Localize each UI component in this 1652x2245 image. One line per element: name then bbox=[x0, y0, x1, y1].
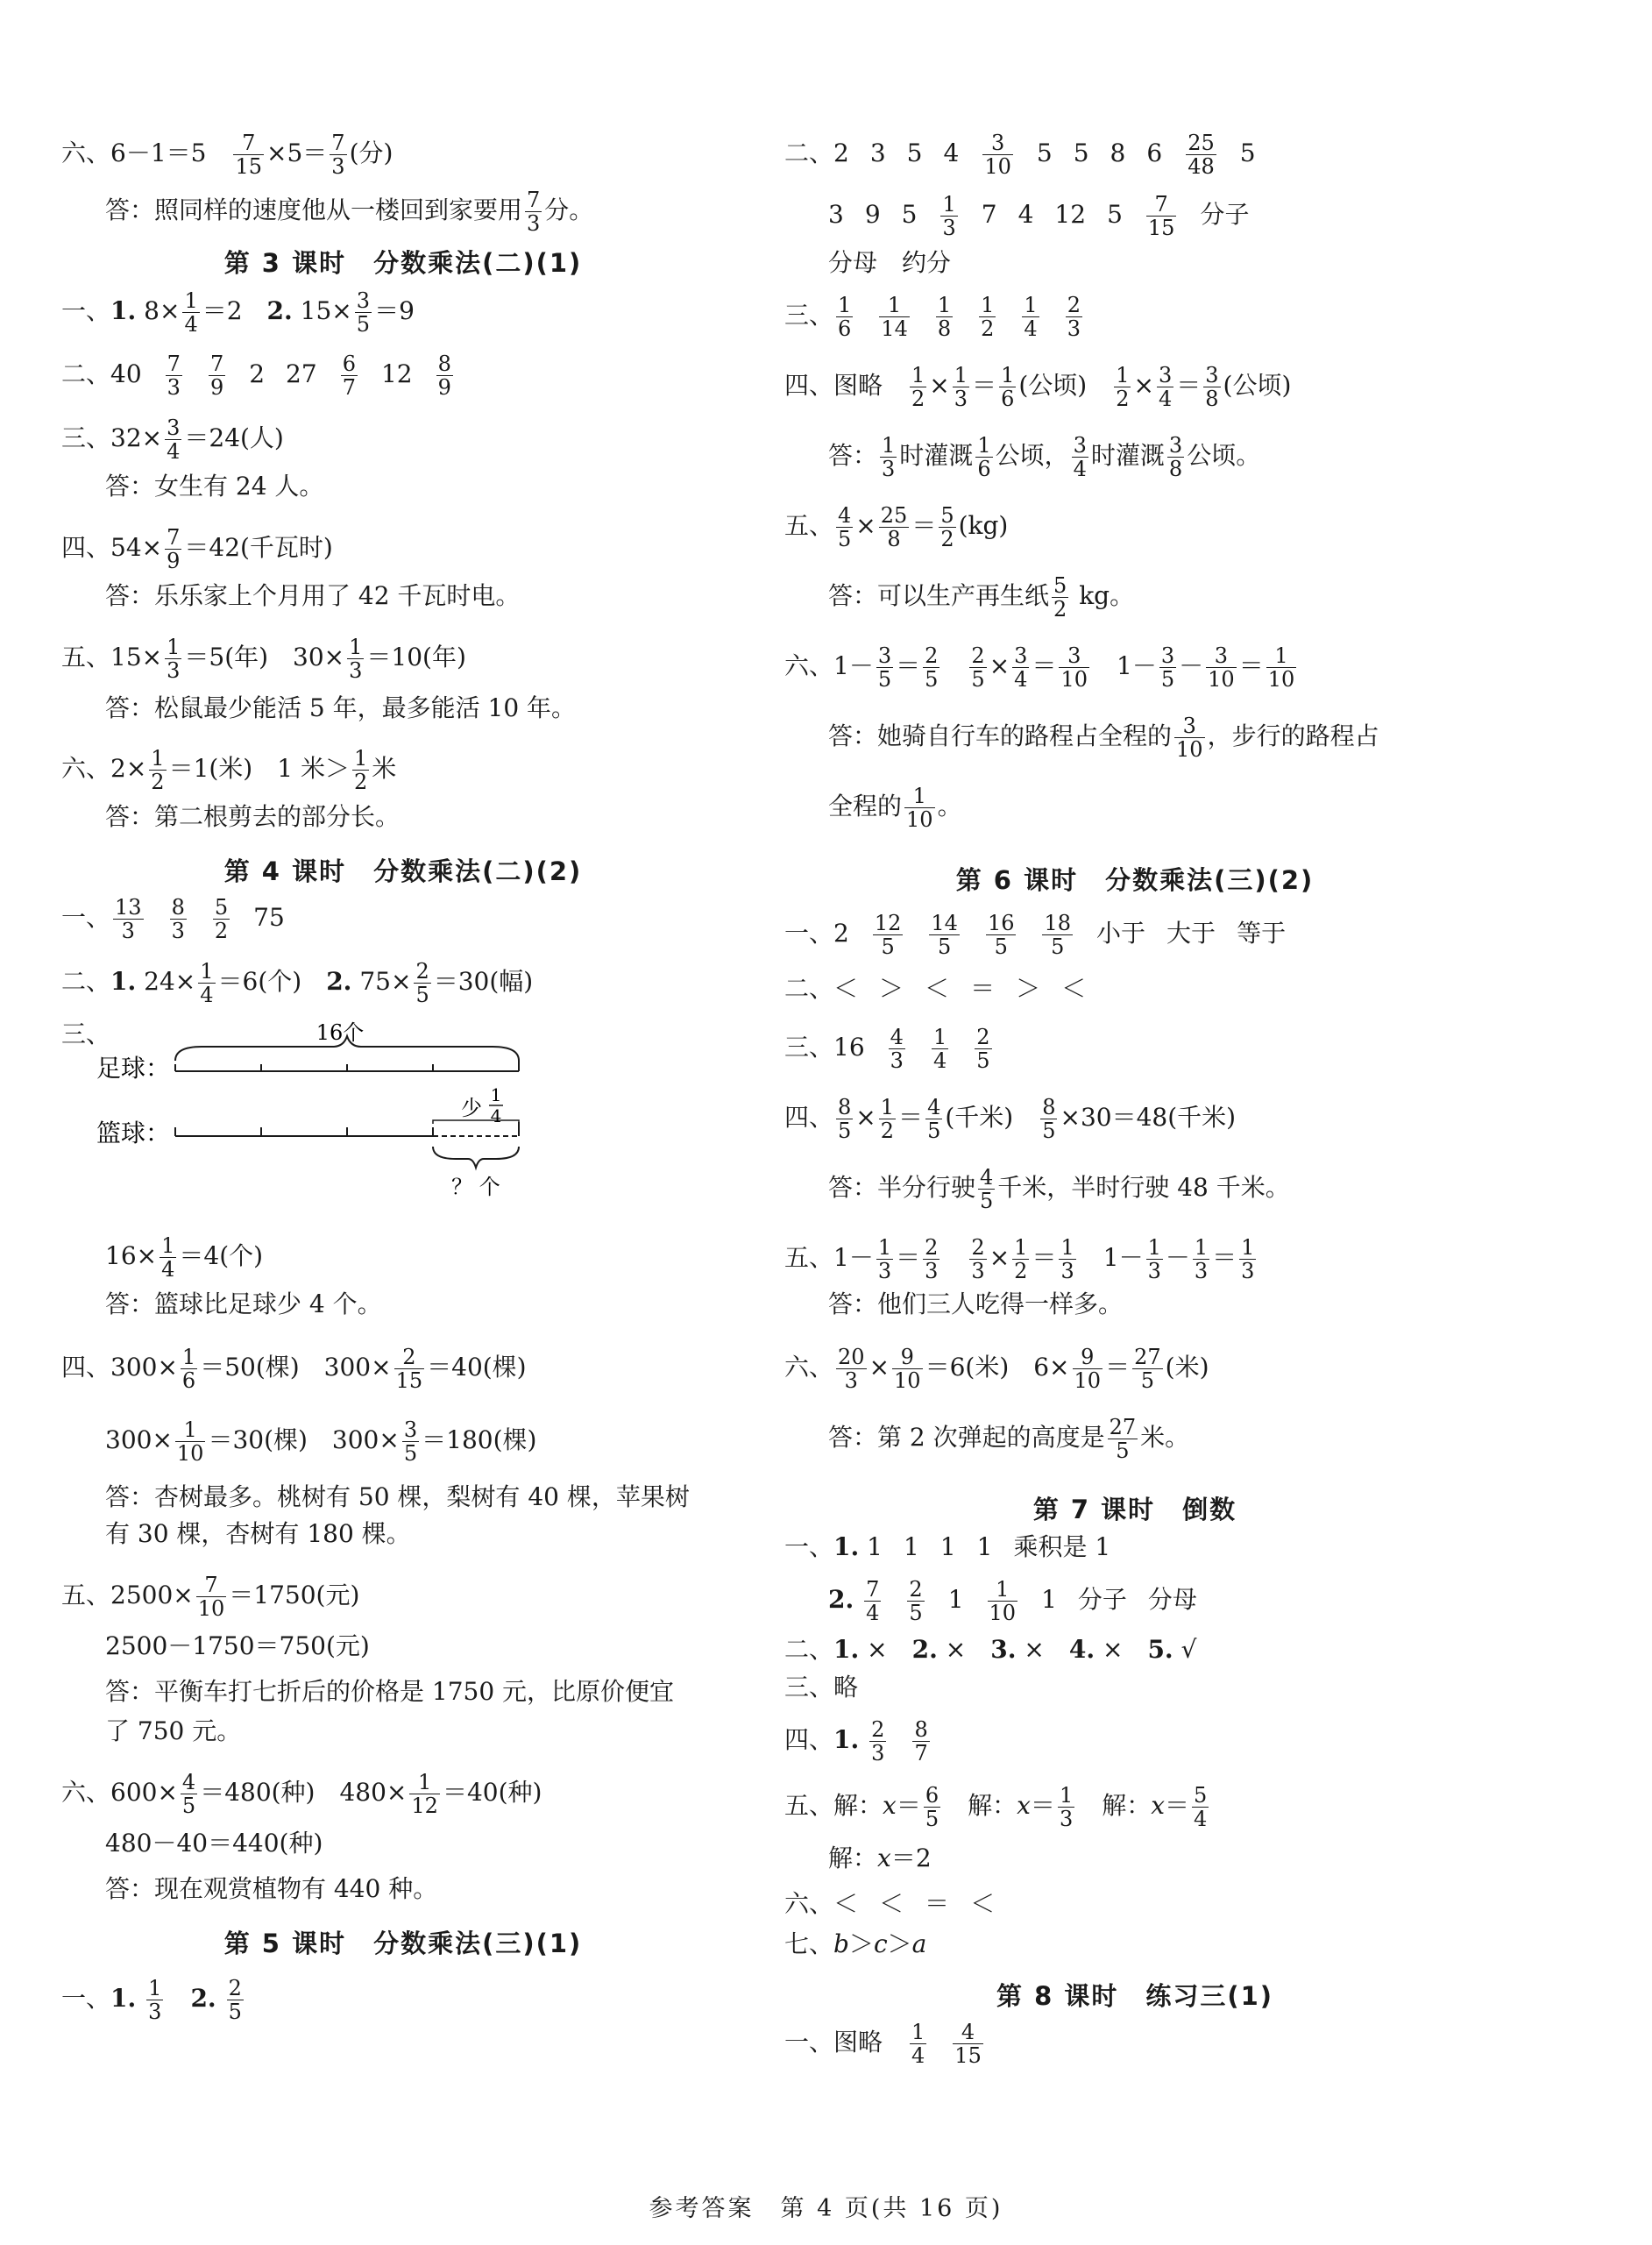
answer-line: 三、16 $\frac{4}{3}$ $\frac{1}{4}$ $\frac{2}{5}$ bbox=[784, 1025, 990, 1073]
answer-line: 四、54× $\frac{7}{9}$ ＝42(千瓦时) bbox=[61, 525, 333, 573]
answer-line: 六、 $\frac{20}{3}$ × $\frac{9}{10}$ ＝6(米) 6× $\frac{9}{10}$ ＝ $\frac{27}{5}$ (米) bbox=[784, 1345, 1209, 1393]
answer-line: 答：篮球比足球少 4 个。 bbox=[105, 1289, 382, 1318]
answer-line: 一、图略 $\frac{1}{4}$ $\frac{4}{15}$ bbox=[784, 2020, 982, 2068]
answer-line: 答：照同样的速度他从一楼回到家要用 $\frac{7}{3}$ 分。 bbox=[105, 188, 594, 236]
answer-line: 四、图略 $\frac{1}{2}$ × $\frac{1}{3}$ ＝ $\frac{1}{6}$ (公顷) $\frac{1}{2}$ × $\frac{3}{4}$ ＝ $\frac{3}{8}$ (公顷) bbox=[784, 363, 1292, 411]
answer-line: 答：她骑自行车的路程占全程的 $\frac{3}{10}$ ，步行的路程占 bbox=[828, 714, 1379, 762]
answer-line: 3 9 5 $\frac{1}{3}$ 7 4 12 5 $\frac{7}{15}$ 分子 bbox=[828, 192, 1250, 240]
answer-line: 五、 $\frac{4}{5}$ × $\frac{25}{8}$ ＝ $\frac{5}{2}$ (kg) bbox=[784, 503, 1009, 551]
answer-line: 答：女生有 24 人。 bbox=[105, 472, 324, 501]
section-title: 第 3 课时 分数乘法(二)(1) bbox=[223, 248, 583, 278]
answer-line: 答：松鼠最少能活 5 年，最多能活 10 年。 bbox=[105, 693, 577, 722]
section-title: 第 6 课时 分数乘法(三)(2) bbox=[955, 865, 1315, 895]
answer-line: 全程的 $\frac{1}{10}$ 。 bbox=[828, 784, 962, 832]
less-label: 少 bbox=[461, 1096, 482, 1120]
page-footer: 参考答案 第 4 页(共 16 页) bbox=[649, 2195, 1003, 2222]
question-label: ？ 个 bbox=[451, 1175, 500, 1199]
section-title: 第 5 课时 分数乘法(三)(1) bbox=[223, 1929, 583, 1958]
answer-line: 五、2500× $\frac{7}{10}$ ＝1750(元) bbox=[61, 1573, 360, 1621]
answer-line: 四、 $\frac{8}{5}$ × $\frac{1}{2}$ ＝ $\frac{4}{5}$ (千米) $\frac{8}{5}$ ×30＝48(千米) bbox=[784, 1095, 1237, 1143]
answer-line: 答：平衡车打七折后的价格是 1750 元，比原价便宜 bbox=[105, 1677, 675, 1706]
answer-line: 答：半分行驶 $\frac{4}{5}$ 千米，半时行驶 48 千米。 bbox=[828, 1165, 1290, 1213]
less-fraction-den: 4 bbox=[490, 1105, 502, 1126]
section-title: 第 7 课时 倒数 bbox=[1032, 1495, 1237, 1524]
section-title: 第 8 课时 练习三(1) bbox=[996, 1981, 1274, 2011]
answer-line: 答： $\frac{1}{3}$ 时灌溉 $\frac{1}{6}$ 公顷， $\frac{3}{4}$ 时灌溉 $\frac{3}{8}$ 公顷。 bbox=[828, 433, 1261, 481]
answer-line: 五、15× $\frac{1}{3}$ ＝5(年) 30× $\frac{1}{3}$ ＝10(年) bbox=[61, 635, 466, 683]
answer-line: 六、1－ $\frac{3}{5}$ ＝ $\frac{2}{5}$ $\frac{2}{5}$ × $\frac{3}{4}$ ＝ $\frac{3}{10}$ 1－ $\frac{3}{5}$ － $\frac{3}{10}$ ＝ $\frac{1}{10}$ bbox=[784, 643, 1295, 692]
answer-line: 答：他们三人吃得一样多。 bbox=[828, 1289, 1124, 1318]
answer-line: 二、1. 24× $\frac{1}{4}$ ＝6(个) 2. 75× $\frac{2}{5}$ ＝30(幅) bbox=[61, 959, 534, 1007]
answer-line: 300× $\frac{1}{10}$ ＝30(棵) 300× $\frac{3}{5}$ ＝180(棵) bbox=[105, 1417, 537, 1466]
answer-line: 答：杏树最多。桃树有 50 棵，梨树有 40 棵，苹果树 bbox=[105, 1482, 690, 1511]
basketball-label: 篮球： bbox=[96, 1119, 171, 1147]
answer-line: 2. $\frac{7}{4}$ $\frac{2}{5}$ 1 $\frac{1}{10}$ 1 分子 分母 bbox=[828, 1577, 1197, 1625]
answer-line: 答：第二根剪去的部分长。 bbox=[105, 802, 401, 831]
answer-line: 三、略 bbox=[784, 1673, 859, 1702]
answer-line: 六、6－1＝5 $\frac{7}{15}$ ×5＝ $\frac{7}{3}$ (分) bbox=[61, 131, 394, 179]
answer-line: 分母 约分 bbox=[828, 248, 952, 277]
answer-line: 三、 bbox=[61, 1019, 111, 1048]
answer-line: 三、 $\frac{1}{6}$ $\frac{1}{14}$ $\frac{1}{8}$ $\frac{1}{2}$ $\frac{1}{4}$ $\frac{2}{3}$ bbox=[784, 293, 1081, 341]
answer-line: 一、1. 8× $\frac{1}{4}$ ＝2 2. 15× $\frac{3}{5}$ ＝9 bbox=[61, 288, 415, 337]
answer-line: 二、40 $\frac{7}{3}$ $\frac{7}{9}$ 2 27 $\frac{6}{7}$ 12 $\frac{8}{9}$ bbox=[61, 352, 451, 400]
football-label: 足球： bbox=[96, 1054, 171, 1083]
answer-line: 答：可以生产再生纸 $\frac{5}{2}$ kg。 bbox=[828, 573, 1135, 622]
answer-line: 四、1. $\frac{2}{3}$ $\frac{8}{7}$ bbox=[784, 1717, 928, 1765]
answer-line: 一、1. 1 1 1 1 乘积是 1 bbox=[784, 1532, 1111, 1561]
answer-line: 答：现在观赏植物有 440 种。 bbox=[105, 1874, 438, 1903]
answer-line: 一、2 $\frac{12}{5}$ $\frac{14}{5}$ $\frac{16}{5}$ $\frac{18}{5}$ 小于 大于 等于 bbox=[784, 911, 1287, 959]
answer-line: 六、600× $\frac{4}{5}$ ＝480(种) 480× $\frac{1}{12}$ ＝40(种) bbox=[61, 1770, 542, 1818]
answer-line: 答：第 2 次弹起的高度是 $\frac{27}{5}$ 米。 bbox=[828, 1415, 1190, 1463]
answer-line: 二、＜ ＞ ＜ ＝ ＞ ＜ bbox=[784, 974, 1087, 1003]
answer-line: 解：x＝2 bbox=[828, 1844, 932, 1872]
answer-line: 二、1. × 2. × 3. × 4. × 5. √ bbox=[784, 1635, 1197, 1664]
answer-line: 七、b＞c＞a bbox=[784, 1929, 927, 1958]
answer-line: 一、 $\frac{13}{3}$ $\frac{8}{3}$ $\frac{5}{2}$ 75 bbox=[61, 895, 285, 943]
answer-line: 2500－1750＝750(元) bbox=[105, 1631, 370, 1660]
answer-line: 二、2 3 5 4 $\frac{3}{10}$ 5 5 8 6 $\frac{25}{48}$ 5 bbox=[784, 131, 1256, 179]
answer-line: 三、32× $\frac{3}{4}$ ＝24(人) bbox=[61, 416, 284, 464]
answer-line: 答：乐乐家上个月用了 42 千瓦时电。 bbox=[105, 581, 521, 610]
answer-line: 有 30 棵，杏树有 180 棵。 bbox=[105, 1519, 411, 1548]
answer-line: 了 750 元。 bbox=[105, 1716, 242, 1745]
answer-line: 16× $\frac{1}{4}$ ＝4(个) bbox=[105, 1233, 264, 1282]
answer-line: 六、＜ ＜ ＝ ＜ bbox=[784, 1889, 996, 1918]
answer-line: 五、1－ $\frac{1}{3}$ ＝ $\frac{2}{3}$ $\frac{2}{3}$ × $\frac{1}{2}$ ＝ $\frac{1}{3}$ 1－ $\frac{1}{3}$ － $\frac{1}{3}$ ＝ $\frac{1}{3}$ bbox=[784, 1235, 1255, 1283]
answer-line: 六、2× $\frac{1}{2}$ ＝1(米) 1 米＞ $\frac{1}{2}$ 米 bbox=[61, 746, 397, 794]
less-fraction-num: 1 bbox=[490, 1084, 502, 1105]
section-title: 第 4 课时 分数乘法(二)(2) bbox=[223, 856, 583, 886]
answer-line: 五、解：x＝ $\frac{6}{5}$ 解：x＝ $\frac{1}{3}$ 解：x＝ $\frac{5}{4}$ bbox=[784, 1783, 1208, 1831]
answer-line: 480－40＝440(种) bbox=[105, 1829, 323, 1858]
answer-line: 一、1. $\frac{1}{3}$ 2. $\frac{2}{5}$ bbox=[61, 1976, 242, 2024]
diagram-top-label: 16个 bbox=[316, 1020, 365, 1045]
line-segment-diagram bbox=[96, 999, 587, 1210]
answer-line: 四、300× $\frac{1}{6}$ ＝50(棵) 300× $\frac{2}{15}$ ＝40(棵) bbox=[61, 1345, 527, 1393]
